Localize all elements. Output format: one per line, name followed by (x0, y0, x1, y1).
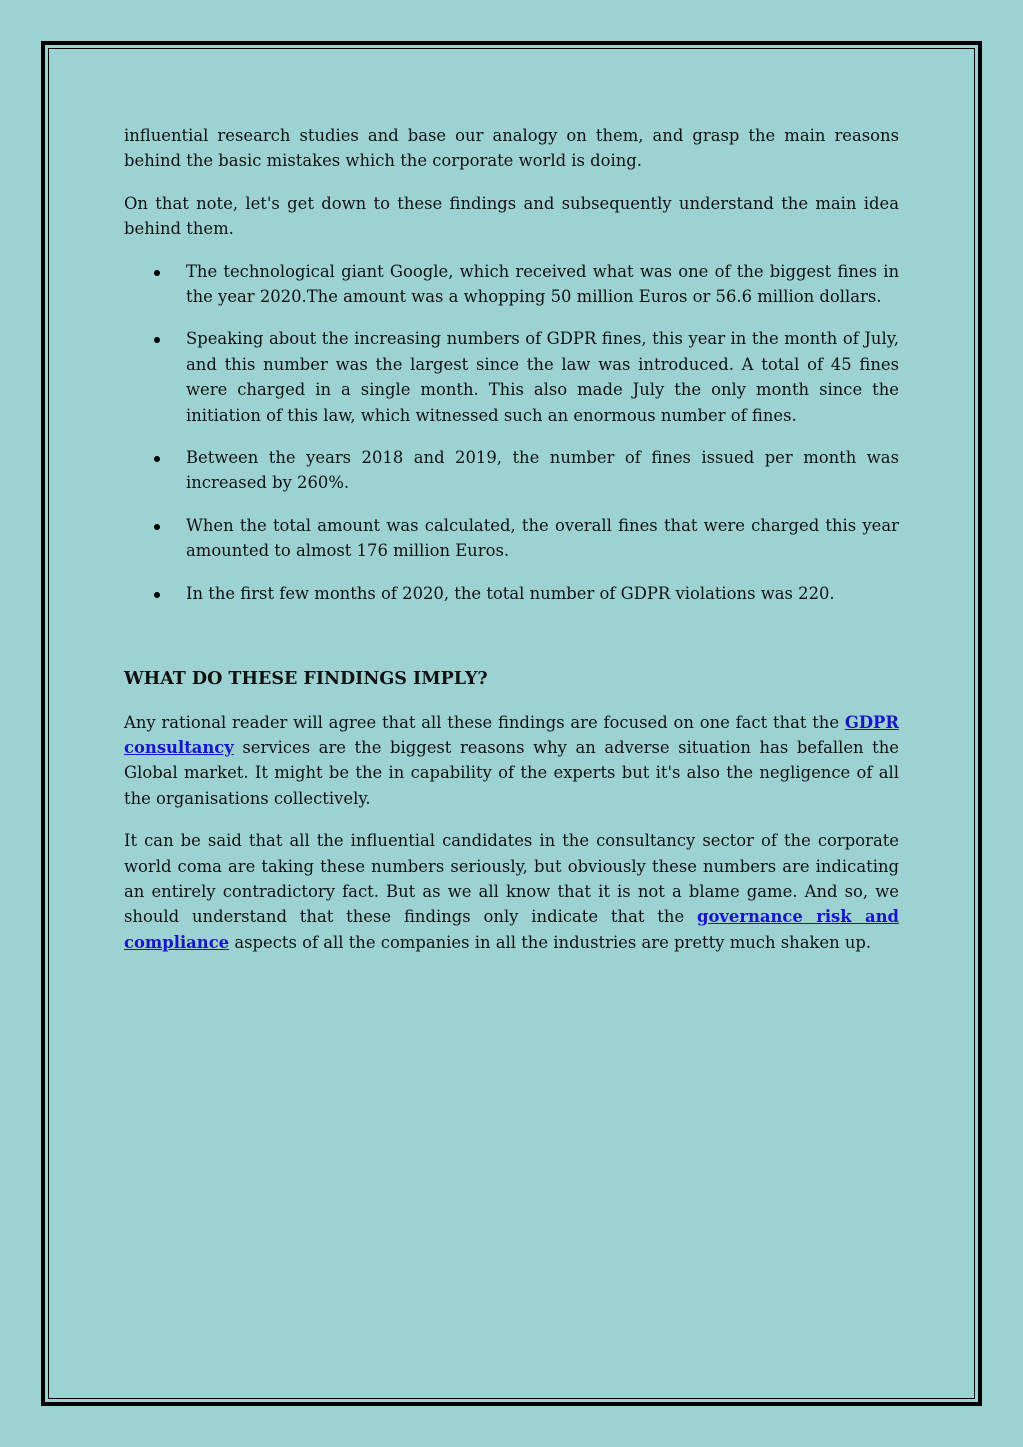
list-item-text: In the first few months of 2020, the total number of GDPR violations was 220. (186, 583, 835, 603)
list-item (124, 581, 899, 606)
bullet-icon (154, 337, 160, 343)
intro-paragraph-1: influential research studies and base our analogy on them, and grasp the main reasons behind the basic mistakes which the corporate world is doing. (124, 126, 899, 171)
gdpr-consultancy-link[interactable]: GDPR consultancy (124, 712, 899, 757)
section-heading: WHAT DO THESE FINDINGS IMPLY? (124, 669, 488, 690)
paragraph-text: It can be said that all the influential candidates in the consultancy sector of the corporate world coma are taking these numbers seriously, but obviously these numbers are indicating an entirely contradictory fact. But as we all know that it is not a blame game. And so, we should understand that these findings only indicate that the (124, 831, 899, 927)
bullet-icon (154, 270, 160, 276)
bullet-icon (154, 456, 160, 462)
bullet-icon (154, 592, 160, 598)
section-paragraph-2 (124, 828, 899, 955)
section-paragraph-1 (124, 710, 899, 812)
list-item-text: When the total amount was calculated, the overall fines that were charged this year amounted to almost 176 million Euros. (186, 515, 899, 561)
list-item-text: Speaking about the increasing numbers of GDPR fines, this year in the month of July, and this number was the largest since the law was introduced. A total of 45 fines were charged in a single month. This also made July the only month since the initiation of this law, which witnessed such an enormous number of fines. (186, 329, 899, 425)
paragraph-text: aspects of all the companies in all the industries are pretty much shaken up. (229, 932, 872, 952)
list-item (124, 513, 899, 564)
list-item (124, 445, 899, 496)
list-item (124, 326, 899, 428)
bullet-icon (154, 524, 160, 530)
document-body (124, 123, 899, 972)
list-item (124, 259, 899, 310)
governance-risk-compliance-link[interactable]: governance risk and compliance (124, 907, 899, 952)
paragraph-text: services are the biggest reasons why an adverse situation has befallen the Global market. It might be the in capability of the experts but it's also the negligence of all the organisations collectively. (124, 737, 899, 808)
findings-list (124, 259, 899, 606)
list-item-text: The technological giant Google, which received what was one of the biggest fines in the year 2020.The amount was a whopping 50 million Euros or 56.6 million dollars. (186, 261, 899, 307)
intro-paragraph-2: On that note, let's get down to these findings and subsequently understand the main idea behind them. (124, 193, 899, 239)
paragraph-text: Any rational reader will agree that all these findings are focused on one fact that the (124, 712, 845, 732)
list-item-text: Between the years 2018 and 2019, the number of fines issued per month was increased by 260%. (186, 448, 899, 493)
